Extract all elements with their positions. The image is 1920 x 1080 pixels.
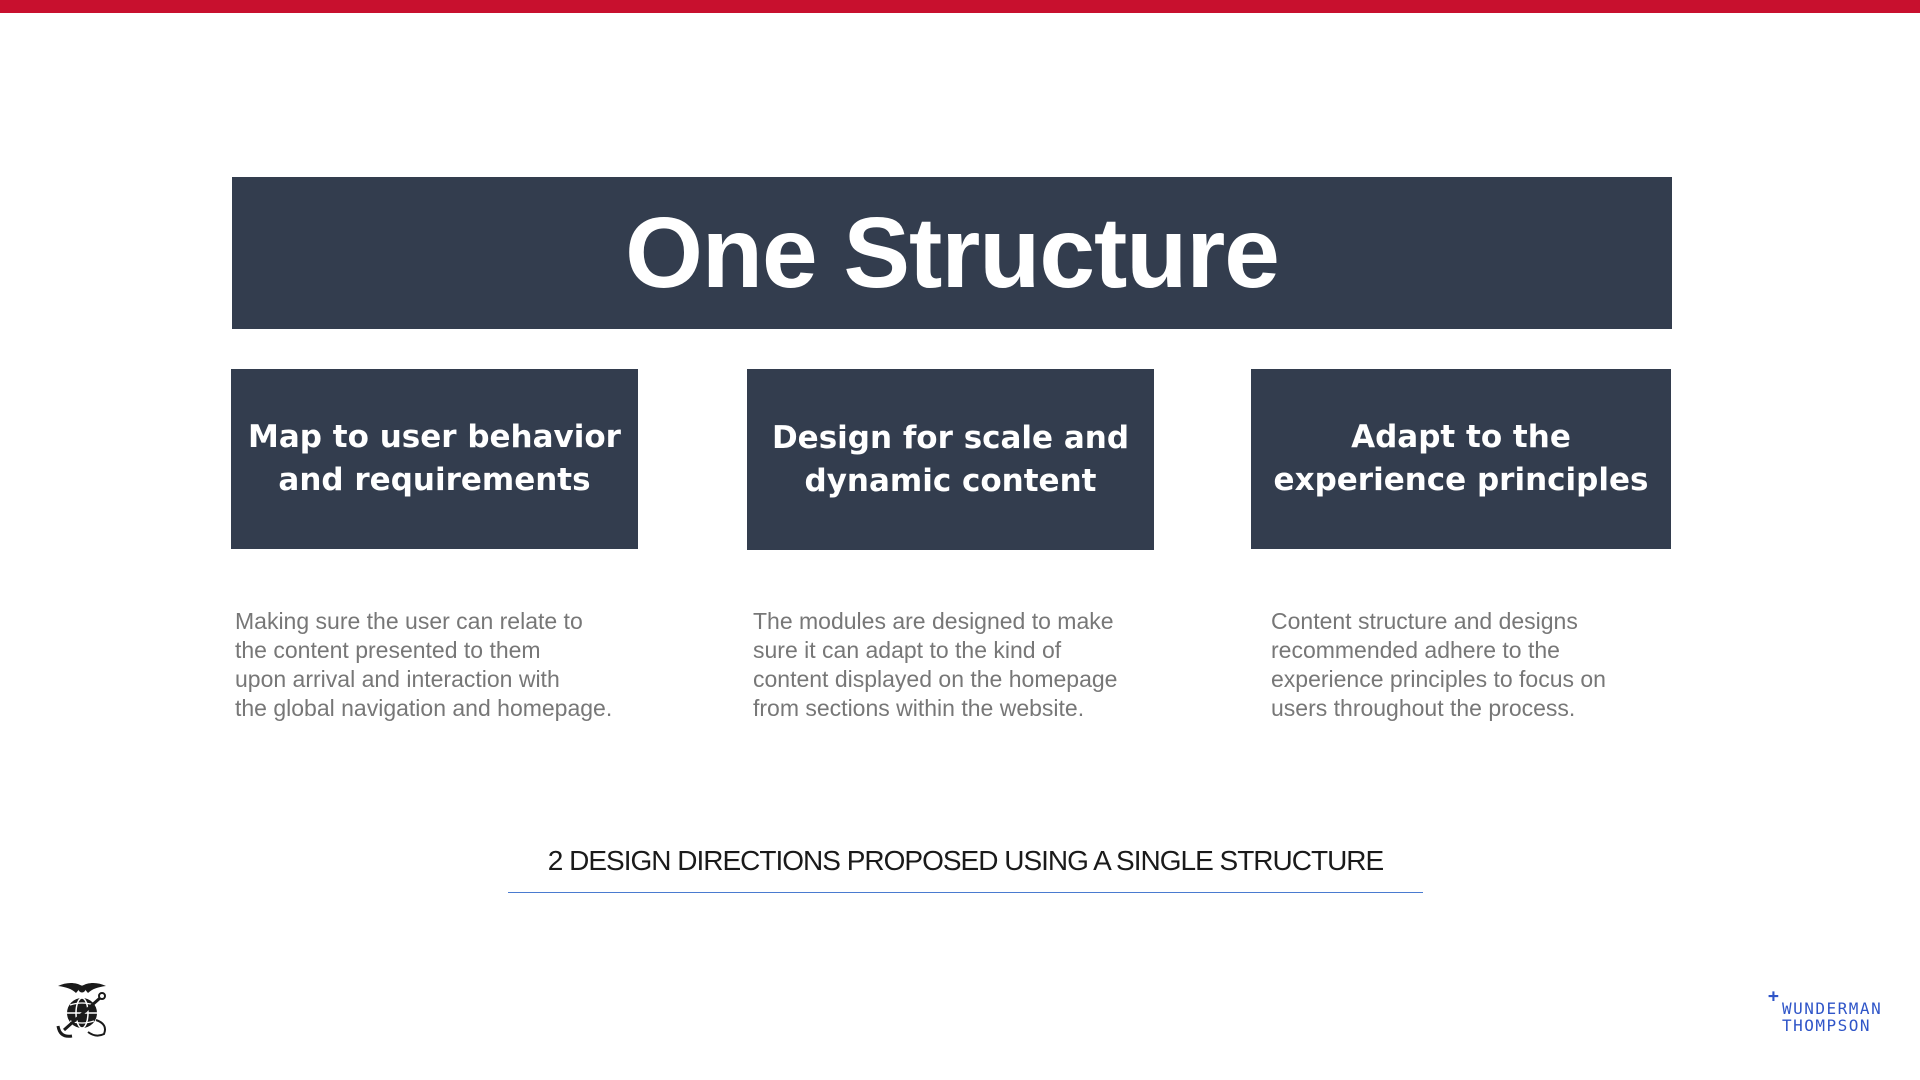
principle-card-experience <box>1251 369 1671 549</box>
agency-logo-line-1: WUNDERMAN <box>1782 999 1883 1018</box>
principle-description-user-behavior: Making sure the user can relate to the content presented to them upon arrival and interaction with the global navigation and homepage. <box>235 608 613 721</box>
agency-logo <box>1768 986 1898 1040</box>
principle-card-heading: Design for scale and dynamic content <box>771 419 1130 499</box>
agency-logo-line-2: THOMPSON <box>1782 1016 1872 1035</box>
principle-card-heading: Map to user behavior and requirements <box>248 419 621 498</box>
principle-card-user-behavior <box>231 369 638 549</box>
principle-description-scale: The modules are designed to make sure it can adapt to the kind of content displayed on the homepage from sections within the website. <box>753 608 1118 721</box>
tagline: 2 DESIGN DIRECTIONS PROPOSED USING A SINGLE STRUCTURE <box>547 845 1384 876</box>
top-accent-bar <box>0 0 1920 13</box>
principle-description-experience: Content structure and designs recommended adhere to the experience principles to focus on users throughout the process. <box>1271 608 1606 721</box>
tagline-underline <box>508 892 1423 893</box>
principle-card-heading: Adapt to the experience principles <box>1273 419 1649 498</box>
principle-card-scale <box>747 369 1154 550</box>
agency-logo-plus-icon: + <box>1768 986 1779 1007</box>
eagle-globe-anchor-emblem-icon <box>52 980 112 1042</box>
slide-title: One Structure <box>625 197 1279 309</box>
title-banner <box>232 177 1672 329</box>
